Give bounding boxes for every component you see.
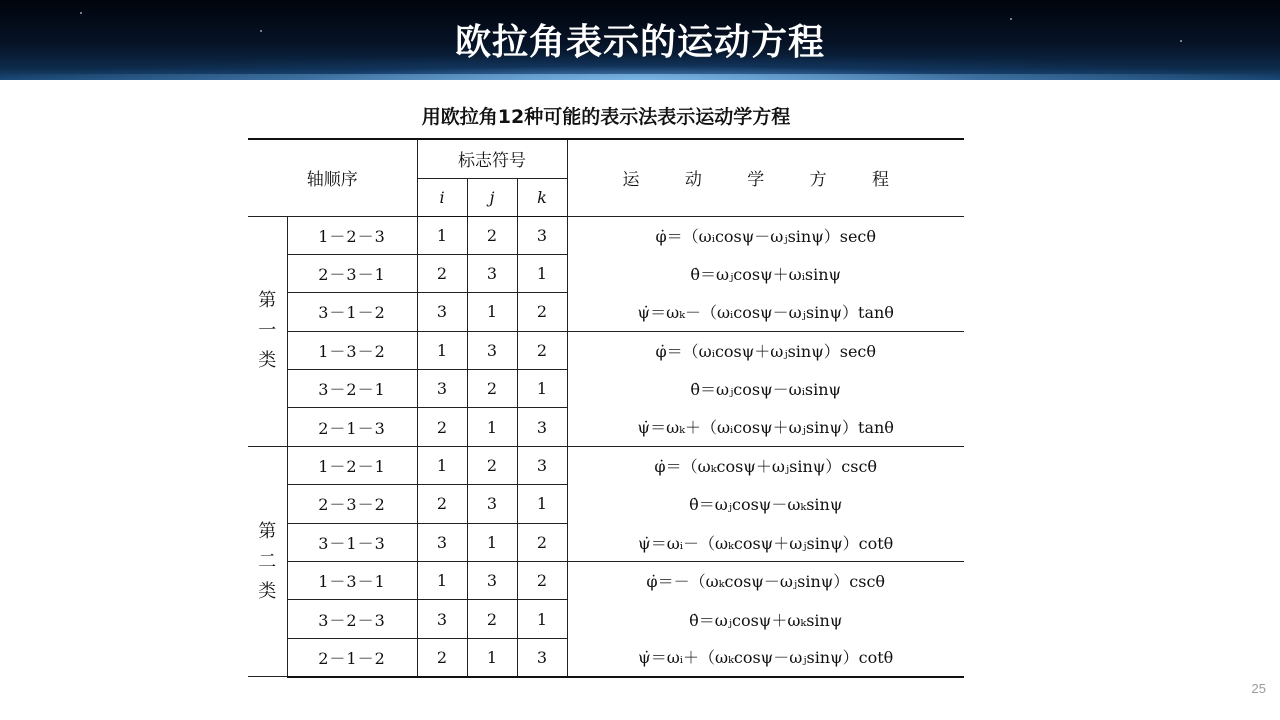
- class-label-char: 二: [258, 550, 277, 572]
- axis-sequence: 3－1－3: [287, 523, 417, 561]
- index-k: 2: [517, 331, 567, 369]
- class-label-1: [248, 216, 287, 446]
- index-k: 3: [517, 638, 567, 676]
- header-row: [248, 139, 964, 178]
- index-k: 3: [517, 216, 567, 254]
- index-j: 3: [467, 485, 517, 523]
- axis-sequence: 1－2－3: [287, 216, 417, 254]
- table-row: [248, 216, 964, 254]
- equation: ψ̇＝ωₖ＋（ωᵢcosψ＋ωⱼsinψ）tanθ: [637, 418, 894, 438]
- index-i: 2: [417, 254, 467, 292]
- equation: ψ̇＝ωᵢ＋（ωₖcosψ－ωⱼsinψ）cotθ: [638, 648, 894, 668]
- table-row: [248, 293, 964, 331]
- page-number: 25: [1251, 681, 1266, 696]
- index-i: 3: [417, 370, 467, 408]
- table-row: [248, 331, 964, 369]
- equation: θ̇＝ωⱼcosψ－ωᵢsinψ: [690, 380, 842, 400]
- equation-cell: [567, 408, 964, 446]
- axis-sequence: 3－2－1: [287, 370, 417, 408]
- equation-cell: [567, 600, 964, 638]
- index-j: 3: [467, 254, 517, 292]
- index-j: 1: [467, 523, 517, 561]
- table-row: [248, 254, 964, 292]
- table-caption: 用欧拉角12种可能的表示法表示运动学方程: [421, 106, 791, 128]
- index-i: 1: [417, 216, 467, 254]
- index-i: 2: [417, 638, 467, 676]
- header-i: i: [417, 178, 467, 216]
- index-i: 2: [417, 408, 467, 446]
- equation-cell: [567, 293, 964, 331]
- class-label-2: [248, 446, 287, 676]
- class-label-char: 类: [258, 350, 277, 372]
- equation: φ̇＝（ωᵢcosψ＋ωⱼsinψ）secθ: [655, 342, 877, 362]
- index-j: 2: [467, 370, 517, 408]
- table-row: [248, 485, 964, 523]
- index-j: 1: [467, 638, 517, 676]
- index-j: 2: [467, 600, 517, 638]
- equation-cell: [567, 485, 964, 523]
- index-i: 2: [417, 485, 467, 523]
- index-k: 3: [517, 446, 567, 484]
- axis-sequence: 2－1－2: [287, 638, 417, 676]
- index-i: 1: [417, 562, 467, 600]
- table-row: [248, 408, 964, 446]
- header-equations: 运 动 学 方 程: [567, 139, 964, 216]
- equation-cell: [567, 523, 964, 561]
- index-k: 1: [517, 485, 567, 523]
- index-k: 1: [517, 370, 567, 408]
- equation-cell: [567, 216, 964, 254]
- index-i: 1: [417, 331, 467, 369]
- index-j: 2: [467, 446, 517, 484]
- index-i: 3: [417, 523, 467, 561]
- equation-cell: [567, 638, 964, 676]
- equation-cell: [567, 331, 964, 369]
- equation-cell: [567, 562, 964, 600]
- index-j: 2: [467, 216, 517, 254]
- class-label-char: 第: [258, 520, 277, 542]
- axis-sequence: 2－3－1: [287, 254, 417, 292]
- header-j: j: [467, 178, 517, 216]
- table-row: [248, 523, 964, 561]
- index-k: 2: [517, 562, 567, 600]
- horizon-glow: [0, 74, 1280, 80]
- axis-sequence: 1－3－1: [287, 562, 417, 600]
- equation-cell: [567, 254, 964, 292]
- axis-sequence: 2－3－2: [287, 485, 417, 523]
- index-i: 3: [417, 293, 467, 331]
- equation: ψ̇＝ωᵢ－（ωₖcosψ＋ωⱼsinψ）cotθ: [638, 533, 894, 553]
- index-j: 3: [467, 562, 517, 600]
- equation: θ̇＝ωⱼcosψ－ωₖsinψ: [689, 495, 843, 515]
- equation-cell: [567, 446, 964, 484]
- title-banner: [0, 0, 1280, 80]
- class-label-char: 一: [258, 320, 277, 342]
- class-label-char: 类: [258, 580, 277, 602]
- slide-title: 欧拉角表示的运动方程: [454, 22, 825, 63]
- axis-sequence: 3－1－2: [287, 293, 417, 331]
- table-row: [248, 446, 964, 484]
- header-symbols: 标志符号: [417, 139, 567, 178]
- equation: θ̇＝ωⱼcosψ＋ωₖsinψ: [689, 610, 843, 630]
- index-k: 2: [517, 293, 567, 331]
- index-j: 3: [467, 331, 517, 369]
- index-k: 1: [517, 254, 567, 292]
- index-k: 3: [517, 408, 567, 446]
- table-row: [248, 638, 964, 676]
- equation: ψ̇＝ωₖ－（ωᵢcosψ－ωⱼsinψ）tanθ: [637, 303, 894, 323]
- axis-sequence: 2－1－3: [287, 408, 417, 446]
- euler-equations-table: [248, 138, 964, 678]
- header-axis-order: 轴顺序: [248, 139, 417, 216]
- header-k: k: [517, 178, 567, 216]
- index-i: 1: [417, 446, 467, 484]
- class-label-char: 第: [258, 290, 277, 312]
- index-j: 1: [467, 408, 517, 446]
- index-i: 3: [417, 600, 467, 638]
- index-k: 1: [517, 600, 567, 638]
- table-row: [248, 600, 964, 638]
- axis-sequence: 3－2－3: [287, 600, 417, 638]
- equation: φ̇＝－（ωₖcosψ－ωⱼsinψ）cscθ: [646, 572, 886, 592]
- table-row: [248, 370, 964, 408]
- index-j: 1: [467, 293, 517, 331]
- equation-cell: [567, 370, 964, 408]
- index-k: 2: [517, 523, 567, 561]
- axis-sequence: 1－3－2: [287, 331, 417, 369]
- axis-sequence: 1－2－1: [287, 446, 417, 484]
- equation: θ̇＝ωⱼcosψ＋ωᵢsinψ: [690, 265, 842, 285]
- equation: φ̇＝（ωᵢcosψ－ωⱼsinψ）secθ: [655, 226, 877, 246]
- table-row: [248, 562, 964, 600]
- equation: φ̇＝（ωₖcosψ＋ωⱼsinψ）cscθ: [654, 457, 878, 477]
